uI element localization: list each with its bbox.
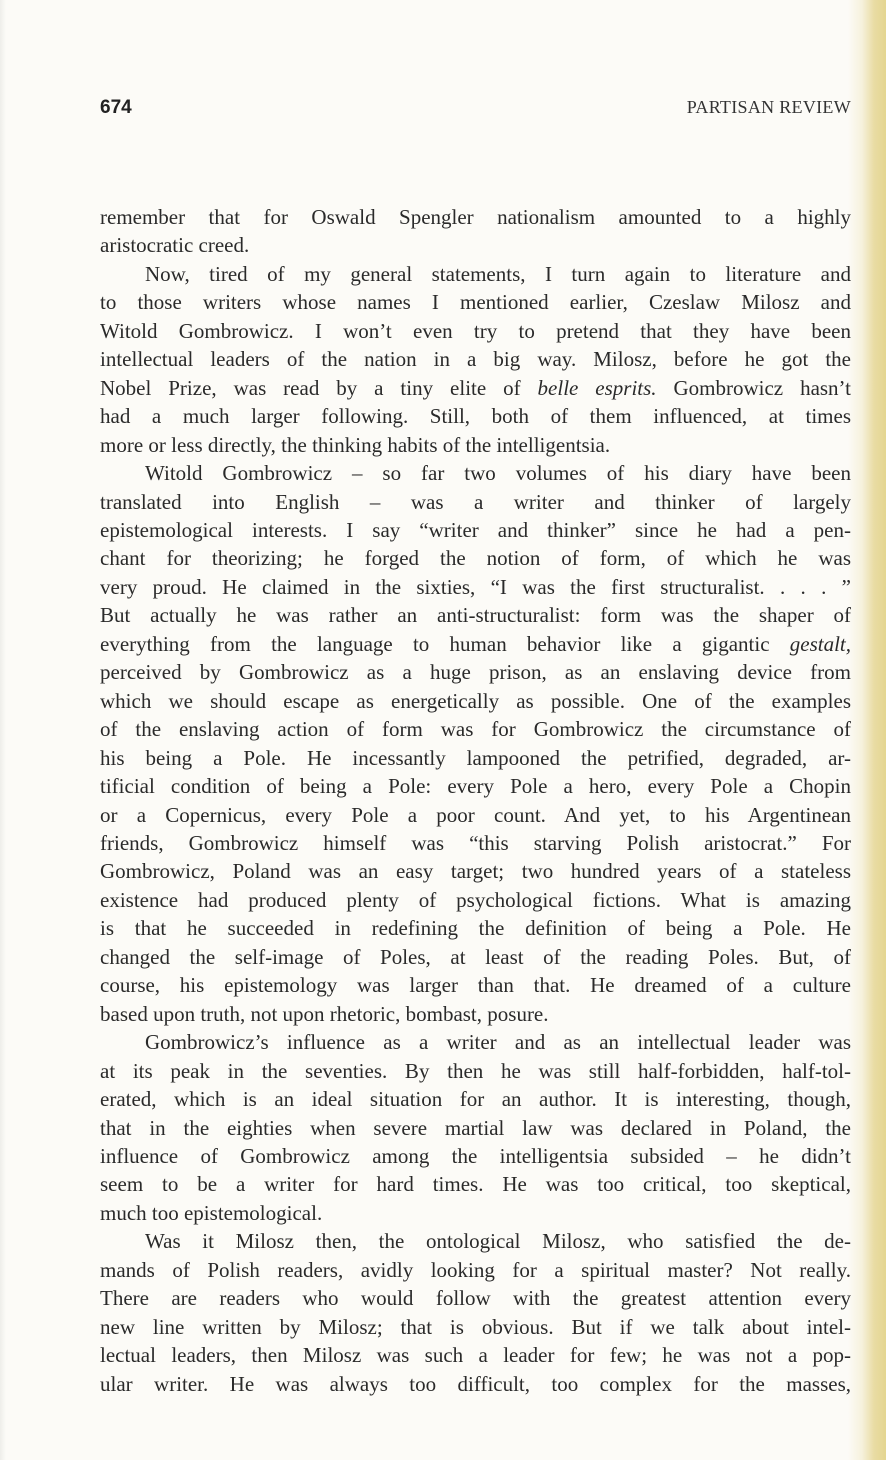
text-line	[100, 516, 851, 544]
text-line	[100, 1370, 851, 1398]
text-span: which we should escape as energetically as possible. One of the examples	[100, 688, 851, 713]
paragraph	[100, 203, 851, 260]
text-span: lectual leaders, then Milosz was such a leader for few; he was not a pop-	[100, 1343, 851, 1368]
paragraph	[100, 260, 851, 459]
text-line	[100, 1085, 851, 1113]
text-span: influence of Gombrowicz among the intelligentsia subsided – he didn’t	[100, 1143, 851, 1168]
text-line	[100, 431, 851, 459]
text-line	[100, 317, 851, 345]
text-span: Gombrowicz, Poland was an easy target; two hundred years of a stateless	[100, 859, 851, 884]
italic-text: gestalt,	[789, 631, 851, 656]
text-span: remember that for Oswald Spengler nationalism amounted to a highly	[100, 205, 851, 229]
text-line	[100, 1170, 851, 1198]
text-span: Was it Milosz then, the ontological Milosz, who satisfied the de-	[145, 1229, 851, 1254]
text-span: friends, Gombrowicz himself was “this starving Polish aristocrat.” For	[100, 830, 851, 855]
text-span: Now, tired of my general statements, I turn again to literature and	[145, 261, 851, 286]
text-line	[100, 630, 851, 658]
italic-text: belle esprits.	[537, 375, 657, 400]
text-line	[100, 1341, 851, 1369]
text-line	[100, 1028, 851, 1056]
text-line	[100, 886, 851, 914]
text-span: seem to be a writer for hard times. He was too critical, too skeptical,	[100, 1172, 851, 1197]
text-line	[100, 658, 851, 686]
text-line	[100, 829, 851, 857]
text-span: epistemological interests. I say “writer and thinker” since he had a pen-	[100, 517, 851, 542]
running-head: PARTISAN REVIEW	[686, 97, 851, 117]
text-line	[100, 1227, 851, 1255]
text-line	[100, 715, 851, 743]
text-line	[100, 203, 851, 231]
text-span: based upon truth, not upon rhetoric, bombast, posure.	[100, 1001, 549, 1026]
text-span: Gombrowicz’s influence as a writer and as an intellectual leader was	[145, 1030, 851, 1055]
text-line	[100, 1057, 851, 1085]
paragraph	[100, 1227, 851, 1398]
text-span: course, his epistemology was larger than that. He dreamed of a culture	[100, 973, 851, 998]
text-line	[100, 914, 851, 942]
text-line	[100, 601, 851, 629]
text-line	[100, 573, 851, 601]
text-line	[100, 1284, 851, 1312]
text-span: or a Copernicus, every Pole a poor count. And yet, to his Argentinean	[100, 802, 851, 827]
text-line	[100, 801, 851, 829]
text-span: is that he succeeded in redefining the definition of being a Pole. He	[100, 916, 851, 941]
text-span: There are readers who would follow with the greatest attention every	[100, 1286, 851, 1311]
text-line	[100, 488, 851, 516]
text-span: everything from the language to human behavior like a gigantic	[100, 631, 790, 656]
text-span: more or less directly, the thinking habits of the intelligentsia.	[100, 432, 611, 457]
text-span: changed the self-image of Poles, at least of the reading Poles. But, of	[100, 944, 851, 969]
text-line	[100, 1000, 851, 1028]
text-span: Gombrowicz hasn’t	[656, 375, 852, 400]
text-span: at its peak in the seventies. By then he was still half-forbidden, half-tol-	[100, 1058, 851, 1083]
text-span: existence had produced plenty of psychological fictions. What is amazing	[100, 887, 851, 912]
text-line	[100, 544, 851, 572]
paragraph	[100, 459, 851, 1028]
body-text	[100, 203, 851, 1398]
text-span: Witold Gombrowicz. I won’t even try to pretend that they have been	[100, 318, 851, 343]
text-span: to those writers whose names I mentioned earlier, Czeslaw Milosz and	[100, 290, 851, 315]
text-line	[100, 1142, 851, 1170]
text-span: tificial condition of being a Pole: every Pole a hero, every Pole a Chopin	[100, 774, 851, 799]
text-line	[100, 1313, 851, 1341]
text-span: ular writer. He was always too difficult, too complex for the masses,	[100, 1371, 851, 1396]
text-span: Witold Gombrowicz – so far two volumes of his diary have been	[145, 461, 851, 486]
text-line	[100, 1114, 851, 1142]
text-span: of the enslaving action of form was for Gombrowicz the circumstance of	[100, 717, 851, 742]
text-line	[100, 231, 851, 259]
text-line	[100, 943, 851, 971]
text-span: his being a Pole. He incessantly lampooned the petrified, degraded, ar-	[100, 745, 851, 770]
text-line	[100, 744, 851, 772]
text-span: intellectual leaders of the nation in a big way. Milosz, before he got the	[100, 347, 851, 372]
text-line	[100, 971, 851, 999]
text-line	[100, 772, 851, 800]
text-span: much too epistemological.	[100, 1200, 323, 1225]
text-span: had a much larger following. Still, both of them influenced, at times	[100, 404, 851, 429]
page-number: 674	[100, 97, 132, 118]
text-span: translated into English – was a writer and thinker of largely	[100, 489, 851, 514]
text-line	[100, 1256, 851, 1284]
text-line	[100, 260, 851, 288]
text-span: erated, which is an ideal situation for an author. It is interesting, though,	[100, 1087, 851, 1112]
text-line	[100, 288, 851, 316]
text-line	[100, 402, 851, 430]
text-span: that in the eighties when severe martial law was declared in Poland, the	[100, 1115, 851, 1140]
text-line	[100, 459, 851, 487]
text-line	[100, 687, 851, 715]
text-line	[100, 345, 851, 373]
text-span: very proud. He claimed in the sixties, “I was the first structuralist. . . . ”	[100, 574, 851, 599]
text-span: new line written by Milosz; that is obvious. But if we talk about intel-	[100, 1314, 851, 1339]
text-span: mands of Polish readers, avidly looking for a spiritual master? Not really.	[100, 1257, 851, 1282]
text-line	[100, 857, 851, 885]
text-span: chant for theorizing; he forged the notion of form, of which he was	[100, 546, 851, 571]
text-span: But actually he was rather an anti-structuralist: form was the shaper of	[100, 603, 851, 628]
text-line	[100, 374, 851, 402]
paragraph	[100, 1028, 851, 1227]
text-line	[100, 1199, 851, 1227]
text-span: perceived by Gombrowicz as a huge prison, as an enslaving device from	[100, 660, 851, 685]
text-span: aristocratic creed.	[100, 233, 250, 258]
text-span: Nobel Prize, was read by a tiny elite of	[100, 375, 538, 400]
